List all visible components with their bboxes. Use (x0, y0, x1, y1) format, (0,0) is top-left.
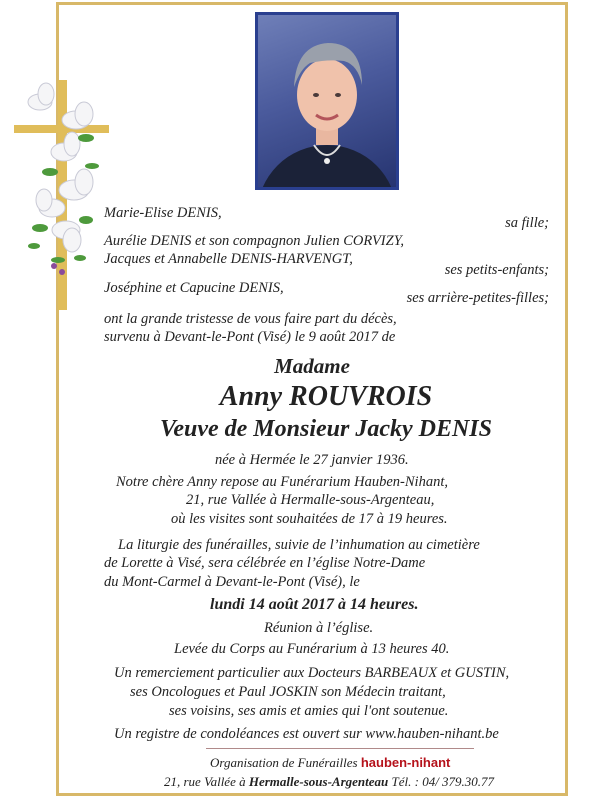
footer-org-line (210, 755, 450, 771)
family-role-daughter: sa fille; (505, 215, 549, 231)
liturgy-line-3: du Mont-Carmel à Devant-le-Pont (Visé), le (104, 574, 360, 590)
deceased-name: Anny ROUVROIS (219, 381, 433, 412)
footer-divider (206, 748, 474, 749)
family-line-grandchildren-1: Aurélie DENIS et son compagnon Julien CORVIZY, (104, 233, 405, 249)
levee-note: Levée du Corps au Funérarium à 13 heures 40. (174, 641, 450, 657)
rest-line-1: Notre chère Anny repose au Funérarium Hauben-Nihant, (116, 474, 448, 490)
deceased-title: Madame (274, 354, 350, 378)
thanks-line-3: ses voisins, ses amis et amies qui l'ont soutenue. (169, 703, 449, 719)
announce-line-2: survenu à Devant-le-Pont (Visé) le 9 août 2017 de (104, 329, 396, 345)
family-line-great-grandchildren: Joséphine et Capucine DENIS, (104, 280, 284, 296)
thanks-line-1: Un remerciement particulier aux Docteurs BARBEAUX et GUSTIN, (114, 665, 510, 681)
rest-line-3: où les visites sont souhaitées de 17 à 19 heures. (171, 511, 448, 527)
meeting-note: Réunion à l’église. (264, 620, 374, 636)
thanks-line-2: ses Oncologues et Paul JOSKIN son Médecin traitant, (130, 684, 446, 700)
deceased-widow-line: Veuve de Monsieur Jacky DENIS (159, 416, 492, 442)
family-role-great-grandchildren: ses arrière-petites-filles; (406, 290, 549, 306)
liturgy-line-1: La liturgie des funérailles, suivie de l’inhumation au cimetière (118, 537, 480, 553)
family-line-grandchildren-2: Jacques et Annabelle DENIS-HARVENGT, (104, 251, 353, 267)
funeral-date: lundi 14 août 2017 à 14 heures. (210, 596, 419, 613)
portrait-photo (255, 12, 399, 190)
footer-org-label: Organisation de Funérailles (210, 755, 358, 770)
condolence-registry: Un registre de condoléances est ouvert sur www.hauben-nihant.be (114, 726, 499, 742)
family-role-grandchildren: ses petits-enfants; (444, 262, 549, 278)
footer-address-pre: 21, rue Vallée à (164, 774, 246, 789)
cross-with-flowers-icon (14, 80, 114, 310)
footer-address-town: Hermalle-sous-Argenteau (248, 774, 389, 789)
footer-phone: Tél. : 04/ 379.30.77 (391, 774, 495, 789)
deceased-birth: née à Hermée le 27 janvier 1936. (215, 452, 409, 468)
rest-line-2: 21, rue Vallée à Hermalle-sous-Argenteau, (186, 492, 435, 508)
liturgy-line-2: de Lorette à Visé, sera célébrée en l’église Notre-Dame (104, 555, 426, 571)
family-line-daughter: Marie-Elise DENIS, (104, 205, 222, 221)
footer-address-line (164, 774, 494, 790)
brand-logo: hauben-nihant (360, 755, 451, 770)
announce-line-1: ont la grande tristesse de vous faire part du décès, (104, 311, 397, 327)
